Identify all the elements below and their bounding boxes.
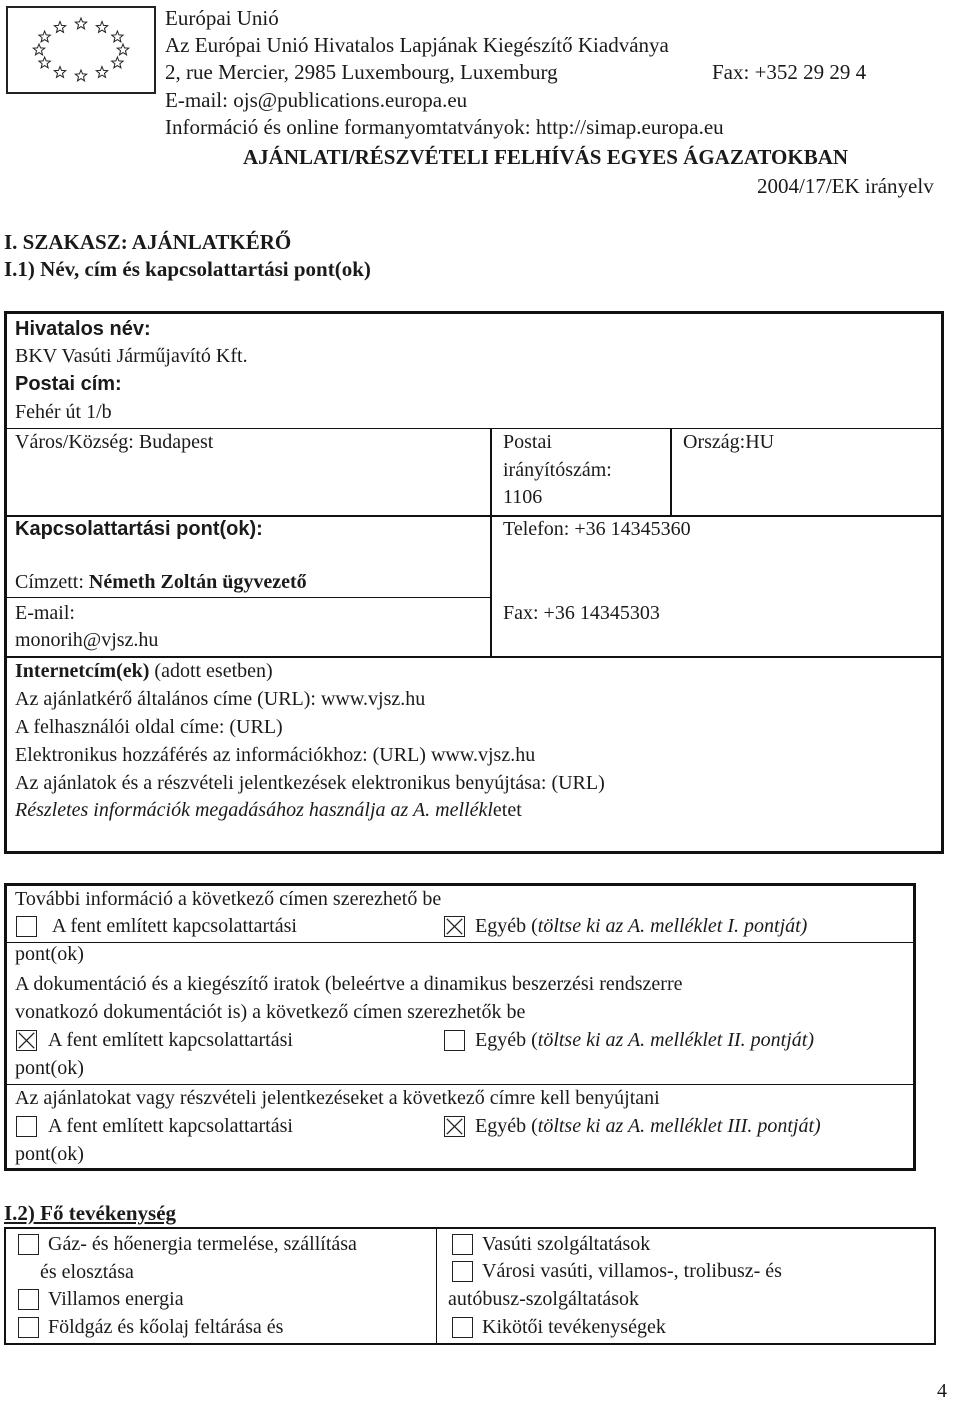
q2-option2-b: töltse ki az A. melléklet II. pontját) — [537, 1029, 814, 1051]
checkbox-q2-contact-point[interactable] — [16, 1030, 37, 1051]
star-icon — [39, 57, 50, 68]
checkbox-check-icon — [17, 1031, 36, 1050]
attention-label: Címzett: — [15, 571, 89, 593]
checkbox-gas-heat[interactable] — [18, 1234, 39, 1255]
header-journal: Az Európai Unió Hivatalos Lapjának Kiegészítő Kiadványa — [165, 33, 669, 57]
email-label: E-mail: — [15, 602, 75, 624]
internet-heading — [15, 660, 273, 683]
header-address: 2, rue Mercier, 2985 Luxembourg, Luxemburg — [165, 60, 558, 84]
annex-note-italic: Részletes információk megadásához használja az A. mellékl — [15, 799, 493, 821]
postal-label: Postai cím: — [15, 373, 122, 395]
electronic-access[interactable]: Elektronikus hozzáférés az információkhoz: (URL) www.vjsz.hu — [15, 744, 536, 766]
divider — [4, 656, 944, 658]
notice-title: AJÁNLATI/RÉSZVÉTELI FELHÍVÁS EGYES ÁGAZATOKBAN — [243, 145, 849, 169]
main-activity-title: I.2) Fő tevékenység — [4, 1201, 177, 1225]
activity-port: Kikötői tevékenységek — [482, 1316, 666, 1338]
postcode-label-2: irányítószám: — [503, 459, 612, 481]
checkbox-port[interactable] — [452, 1317, 473, 1338]
star-icon — [54, 67, 65, 78]
header-email: E-mail: ojs@publications.europa.eu — [165, 88, 468, 112]
checkbox-urban-transport[interactable] — [452, 1261, 473, 1282]
checkbox-check-icon — [445, 1117, 464, 1136]
checkbox-q3-other[interactable] — [444, 1116, 465, 1137]
star-icon — [33, 44, 44, 55]
postal-address: Fehér út 1/b — [15, 401, 112, 423]
q3-option2-b: töltse ki az A. melléklet III. pontját) — [537, 1115, 821, 1137]
electronic-submission: Az ajánlatok és a részvételi jelentkezések elektronikus benyújtása: (URL) — [15, 772, 605, 794]
star-icon — [96, 21, 107, 32]
internet-rest: (adott esetben) — [149, 660, 273, 682]
eu-stars-icon — [8, 8, 154, 92]
header-fax: Fax: +352 29 29 4 — [712, 60, 867, 84]
divider — [4, 597, 492, 598]
attention-line — [15, 571, 307, 594]
postcode-value: 1106 — [503, 486, 543, 508]
docs-question-2: vonatkozó dokumentációt is) a következő címen szerezhetők be — [15, 1001, 526, 1023]
attention-value: Németh Zoltán ügyvezető — [88, 571, 307, 593]
divider — [490, 428, 492, 657]
city: Város/Község: Budapest — [15, 431, 214, 453]
star-icon — [75, 18, 86, 29]
activity-urban-transport: Városi vasúti, villamos-, trolibusz- és — [482, 1260, 782, 1282]
subsection-title: I.1) Név, cím és kapcsolattartási pont(ok) — [4, 257, 371, 281]
internet-bold: Internetcím(ek) — [15, 660, 150, 682]
further-info-question: További információ a következő címen szerezhető be — [15, 888, 442, 910]
section-title: I. SZAKASZ: AJÁNLATKÉRŐ — [4, 230, 292, 254]
eu-flag-logo — [6, 6, 156, 94]
q1-option1-label: A fent említett kapcsolattartási — [52, 915, 297, 937]
divider — [4, 515, 944, 517]
q3-option2-label — [475, 1115, 821, 1138]
star-icon — [112, 31, 123, 42]
checkbox-q1-contact-point[interactable] — [16, 916, 37, 937]
activity-gas-heat: Gáz- és hőenergia termelése, szállítása — [48, 1233, 357, 1255]
divider — [670, 428, 672, 516]
q1-option1-label-2: pont(ok) — [15, 943, 84, 965]
q1-option2-a: Egyéb ( — [475, 915, 538, 937]
activity-railway: Vasúti szolgáltatások — [482, 1233, 651, 1255]
docs-question-1: A dokumentáció és a kiegészítő iratok (beleértve a dinamikus beszerzési rendszerre — [15, 973, 683, 995]
header-org: Európai Unió — [165, 6, 279, 30]
star-icon — [117, 44, 128, 55]
q2-option2-label — [475, 1029, 814, 1052]
checkbox-gas-oil[interactable] — [18, 1317, 39, 1338]
checkbox-q3-contact-point[interactable] — [16, 1116, 37, 1137]
annex-note-rest: etet — [492, 799, 522, 821]
q2-option1-label-2: pont(ok) — [15, 1057, 84, 1079]
buyer-profile: A felhasználói oldal címe: (URL) — [15, 716, 283, 738]
divider — [4, 428, 944, 429]
checkbox-check-icon — [445, 917, 464, 936]
official-name: BKV Vasúti Járműjavító Kft. — [15, 345, 248, 367]
annex-note — [15, 799, 522, 822]
contact-points-label: Kapcsolattartási pont(ok): — [15, 518, 263, 540]
page-number: 4 — [937, 1380, 947, 1402]
activity-urban-transport-2: autóbusz-szolgáltatások — [448, 1288, 640, 1310]
q2-option1-label: A fent említett kapcsolattartási — [48, 1029, 293, 1051]
star-icon — [54, 21, 65, 32]
activity-gas-heat-2: és elosztása — [40, 1261, 134, 1283]
submission-question: Az ajánlatokat vagy részvételi jelentkezéseket a következő címre kell benyújtani — [15, 1087, 660, 1109]
postcode-label-1: Postai — [503, 431, 552, 453]
star-icon — [75, 70, 86, 81]
fax: Fax: +36 14345303 — [503, 602, 660, 624]
q1-option2-label — [475, 915, 807, 938]
q2-option2-a: Egyéb ( — [475, 1029, 538, 1051]
header-info: Információ és online formanyomtatványok: http://simap.europa.eu — [165, 115, 724, 139]
country: Ország:HU — [683, 431, 775, 453]
general-url[interactable]: Az ajánlatkérő általános címe (URL): www.vjsz.hu — [15, 688, 426, 710]
checkbox-q2-other[interactable] — [444, 1030, 465, 1051]
checkbox-q1-other[interactable] — [444, 916, 465, 937]
star-icon — [96, 67, 107, 78]
q3-option2-a: Egyéb ( — [475, 1115, 538, 1137]
star-icon — [112, 57, 123, 68]
activity-gas-oil: Földgáz és kőolaj feltárása és — [48, 1316, 284, 1338]
activity-electricity: Villamos energia — [48, 1288, 184, 1310]
email-value[interactable]: monorih@vjsz.hu — [15, 629, 159, 651]
directive: 2004/17/EK irányelv — [757, 174, 934, 198]
checkbox-electricity[interactable] — [18, 1289, 39, 1310]
phone: Telefon: +36 14345360 — [503, 518, 691, 540]
divider — [4, 1084, 916, 1085]
q3-option1-label: A fent említett kapcsolattartási — [48, 1115, 293, 1137]
divider — [4, 942, 916, 943]
official-name-label: Hivatalos név: — [15, 318, 151, 340]
q3-option1-label-2: pont(ok) — [15, 1143, 84, 1165]
checkbox-railway[interactable] — [452, 1234, 473, 1255]
divider — [436, 1227, 437, 1345]
q1-option2-b: töltse ki az A. melléklet I. pontját) — [537, 915, 808, 937]
star-icon — [39, 31, 50, 42]
